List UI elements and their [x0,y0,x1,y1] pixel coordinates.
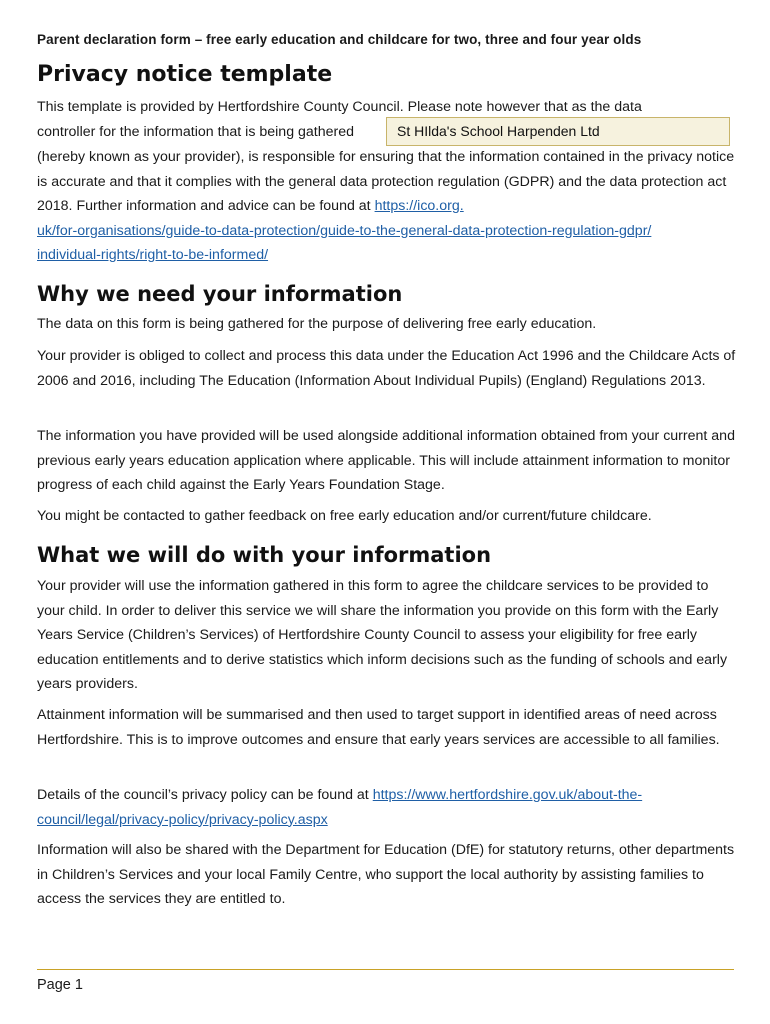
footer-divider [37,969,734,970]
herts-policy-link-part1[interactable]: https://www.hertfordshire.gov.uk/about-the- [372,787,643,803]
what-paragraph-3 [37,783,737,832]
why-paragraph-1: The data on this form is being gathered for the purpose of delivering free early education. [37,316,597,332]
ico-link-part1[interactable]: https://ico.org. [374,198,464,214]
what-paragraph-4: Information will also be shared with the Department for Education (DfE) for statutory returns, other departments in Children’s Services and your local Family Centre, who support the local authority by assisting families to access the services they are entitled to. [37,842,735,907]
intro-text-line2: controller for the information that is being gathered [37,123,355,140]
provider-name-field[interactable]: St HIlda's School Harpenden Ltd [386,117,730,146]
form-kicker: Parent declaration form – free early education and childcare for two, three and four year olds [37,32,642,47]
intro-text-line1: This template is provided by Hertfordshire County Council. Please note however that as the data [37,99,642,115]
policy-text: Details of the council’s privacy policy can be found at [37,787,369,803]
what-paragraph-2: Attainment information will be summarised and then used to target support in identified areas of need across Hertfordshire. This is to improve outcomes and ensure that early years services are accessible to all families. [37,707,720,748]
section-heading-what: What we will do with your information [37,543,492,567]
ico-link-part3[interactable]: individual-rights/right-to-be-informed/ [37,247,269,263]
page-number: Page 1 [37,977,83,993]
page-title: Privacy notice template [37,62,333,87]
intro-after-field: (hereby known as your provider), is responsible for ensuring that the information contained in the privacy notice is accurate and that it complies with the general data protection regulation (GDPR) and the data protection act 2018. Further information and advice can be found at [37,149,735,214]
section-heading-why: Why we need your information [37,282,403,306]
ico-link-part2[interactable]: uk/for-organisations/guide-to-data-protection/guide-to-the-general-data-protection-regulation-gdpr/ [37,222,652,239]
what-paragraph-1: Your provider will use the information gathered in this form to agree the childcare services to be provided to your child. In order to deliver this service we will share the information you provide on this form with the Early Years Service (Children’s Services) of Hertfordshire County Council to assess your eligibility for free early education entitlements and to derive statistics which inform decisions such as the funding of schools and early years providers. [37,578,728,692]
intro-paragraph-cont [37,145,737,268]
why-paragraph-4: You might be contacted to gather feedback on free early education and/or current/future childcare. [37,508,652,524]
why-paragraph-3: The information you have provided will be used alongside additional information obtained from your current and previous early years education application where applicable. This will include attainment information to monitor progress of each child against the Early Years Foundation Stage. [37,428,735,493]
herts-policy-link-part2[interactable]: council/legal/privacy-policy/privacy-policy.aspx [37,811,328,828]
why-paragraph-2: Your provider is obliged to collect and process this data under the Education Act 1996 and the Childcare Acts of 2006 and 2016, including The Education (Information About Individual Pupils) (England) Regulations 2013. [37,348,736,389]
